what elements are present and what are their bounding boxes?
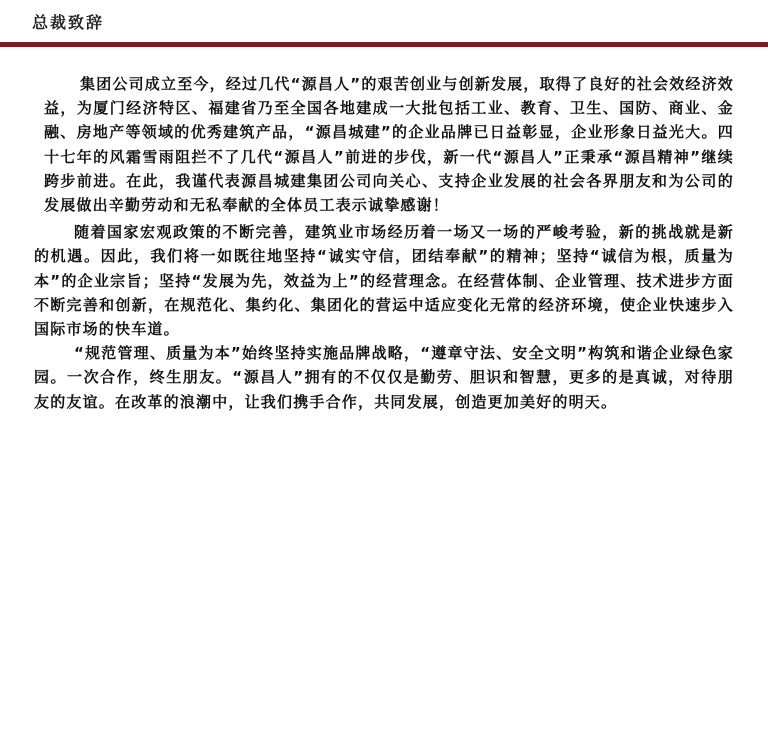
title-divider	[0, 42, 768, 47]
paragraph-1: 集团公司成立至今，经过几代“源昌人”的艰苦创业与创新发展，取得了良好的社会效经济效益，为厦门经济特区、福建省乃至全国各地建成一大批包括工业、教育、卫生、国防、商业、金融、房地产等领域的优秀建筑产品，“源昌城建”的企业品牌已日益彰显，企业形象日益光大。四十七年的风霜雪雨阻拦不了几代“源昌人”前进的步伐，新一代“源昌人”正秉承“源昌精神”继续跨步前进。在此，我谨代表源昌城建集团公司向关心、支持企业发展的社会各界朋友和为公司的发展做出辛勤劳动和无私奉献的全体员工表示诚挚感谢！	[44, 75, 734, 215]
page-title: 总裁致辞	[32, 13, 105, 32]
paragraph-2: 随着国家宏观政策的不断完善，建筑业市场经历着一场又一场的严峻考验，新的挑战就是新的机遇。因此，我们将一如既往地坚持“诚实守信，团结奉献”的精神；坚持“诚信为根，质量为本”的企业宗旨；坚持“发展为先，效益为上”的经营理念。在经营体制、企业管理、技术进步方面不断完善和创新，在规范化、集约化、集团化的营运中适应变化无常的经济环境，使企业快速步入国际市场的快车道。	[34, 223, 734, 339]
message-body	[34, 72, 734, 414]
paragraph-3: “规范管理、质量为本”始终坚持实施品牌战略，“遵章守法、安全文明”构筑和谐企业绿色家园。一次合作，终生朋友。“源昌人”拥有的不仅仅是勤劳、胆识和智慧，更多的是真诚，对待朋友的友谊。在改革的浪潮中，让我们携手合作，共同发展，创造更加美好的明天。	[34, 344, 734, 411]
page-header	[0, 0, 768, 50]
